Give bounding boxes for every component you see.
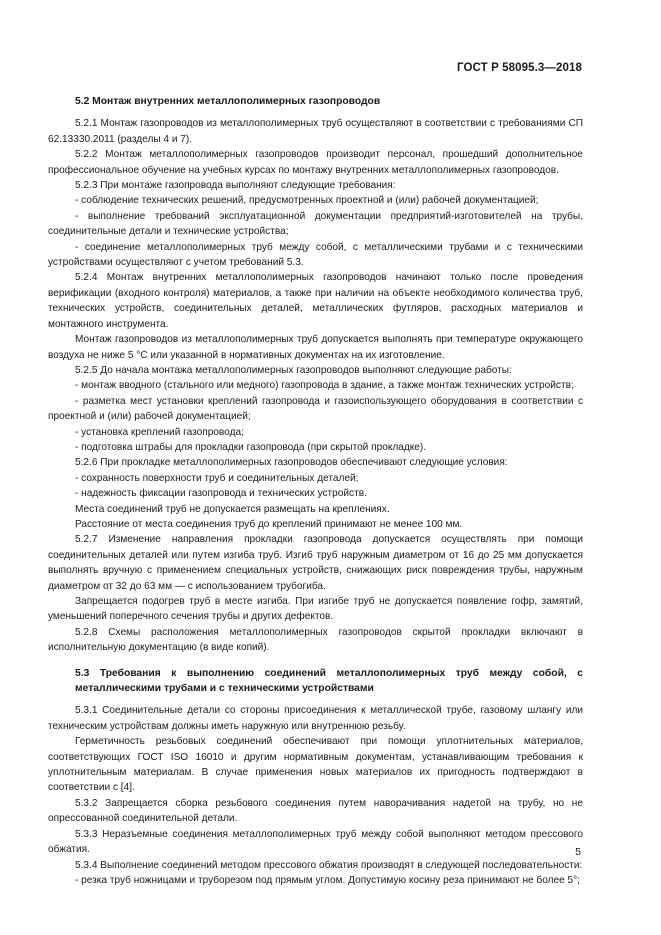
section-heading-5-2: 5.2 Монтаж внутренних металлополимерных газопроводов	[75, 96, 381, 107]
list-item: - монтаж вводного (стального или медного) газопровода в здание, а также монтаж технических устройств;	[75, 380, 574, 392]
paragraph: Монтаж газопроводов из металлополимерных труб допускается выполнять при температуре окружающего воздуха не ниже 5 °С или указанной в нормативных документах на их изготовление.	[48, 334, 583, 361]
paragraph: 5.2.4 Монтаж внутренних металлополимерных газопроводов начинают только после проведения верификации (входного контроля) материалов, а также при наличии на объекте необходимого количества труб, технических устройств, соединительных деталей, металлических футляров, расходных материалов и монтажного инструмента.	[48, 272, 583, 330]
paragraph: 5.2.7 Изменение направления прокладки газопровода допускается осуществлять при помощи соединительных деталей или путем изгиба труб. Изгиб труб наружным диаметром от 16 до 25 мм допускается выполнять вручную с применением специальных устройств, снижающих риск повреждения трубы, наружным диаметром от 32 до 63 мм — с использованием трубогиба.	[48, 534, 583, 592]
paragraph: 5.3.3 Неразъемные соединения металлополимерных труб между собой выполняют методом прессового обжатия.	[48, 828, 583, 856]
section-heading-5-3: 5.3 Требования к выполнению соединений металлополимерных труб между собой, с металлическими трубами и с техническими устройствами	[75, 667, 583, 695]
paragraph: Места соединений труб не допускается размещать на креплениях.	[75, 503, 390, 515]
list-item: - подготовка штрабы для прокладки газопровода (при скрытой прокладке).	[75, 441, 427, 453]
paragraph: Запрещается подогрев труб в месте изгиба. При изгибе труб не допускается появление гофр, замятий, уменьшений поперечного сечения трубы и других дефектов.	[48, 596, 583, 623]
list-item: - установка креплений газопровода;	[75, 426, 244, 438]
paragraph: 5.2.1 Монтаж газопроводов из металлополимерных труб осуществляют в соответствии с требованиями СП 62.13330.2011 (разделы 4 и 7).	[48, 118, 583, 145]
paragraph: 5.2.2 Монтаж металлополимерных газопроводов производит персонал, прошедший дополнительное профессиональное обучение на учебных курсах по монтажу внутренних металлополимерных газопроводов.	[48, 149, 583, 176]
list-item: - разметка мест установки креплений газопровода и газоиспользующего оборудования в соответствии с проектной и (или) рабочей документацией;	[48, 395, 583, 423]
paragraph: 5.2.6 При прокладке металлополимерных газопроводов обеспечивают следующие условия:	[75, 457, 508, 469]
paragraph: 5.3.2 Запрещается сборка резьбового соединения путем наворачивания надетой на трубу, но не опрессованной соединительной детали.	[48, 797, 583, 825]
list-item: - соблюдение технических решений, предусмотренных проектной и (или) рабочей документацией;	[75, 195, 539, 207]
document-code: ГОСТ Р 58095.3—2018	[457, 62, 582, 74]
paragraph: 5.2.8 Схемы расположения металлополимерных газопроводов скрытой прокладки включают в исполнительную документацию (в виде копий).	[48, 626, 583, 654]
paragraph: Расстояние от места соединения труб до креплений принимают не менее 100 мм.	[75, 518, 463, 530]
page-number: 5	[575, 846, 581, 858]
list-item: - резка труб ножницами и труборезом под прямым углом. Допустимую косину реза принимают не более 5°;	[75, 874, 580, 886]
paragraph: 5.3.4 Выполнение соединений методом прессового обжатия производят в следующей последовательности:	[75, 859, 583, 871]
list-item: - сохранность поверхности труб и соединительных деталей;	[75, 472, 359, 484]
paragraph: Герметичность резьбовых соединений обеспечивают при помощи уплотнительных материалов, соответствующих ГОСТ ISO 16010 и другим нормативным документам, устанавливающим требования к уплотнительным материалам. В случае применения новых материалов их пригодность подтверждают в соответствии с [4].	[48, 736, 583, 794]
paragraph: 5.2.5 До начала монтажа металлополимерных газопроводов выполняют следующие работы:	[75, 364, 512, 376]
list-item: - соединение металлополимерных труб между собой, с металлическими трубами и с техническими устройствами осуществляют с учетом требований 5.3.	[48, 241, 583, 269]
paragraph: 5.3.1 Соединительные детали со стороны присоединения к металлической трубе, газовому шлангу или техническим устройствам должны иметь наружную или внутреннюю резьбу.	[48, 705, 583, 732]
list-item: - надежность фиксации газопровода и технических устройств.	[75, 488, 367, 500]
paragraph: 5.2.3 При монтаже газопровода выполняют следующие требования:	[75, 180, 396, 192]
list-item: - выполнение требований эксплуатационной документации предприятий-изготовителей на трубы, соединительные детали и технические устройства;	[48, 210, 583, 238]
document-body	[48, 92, 583, 888]
